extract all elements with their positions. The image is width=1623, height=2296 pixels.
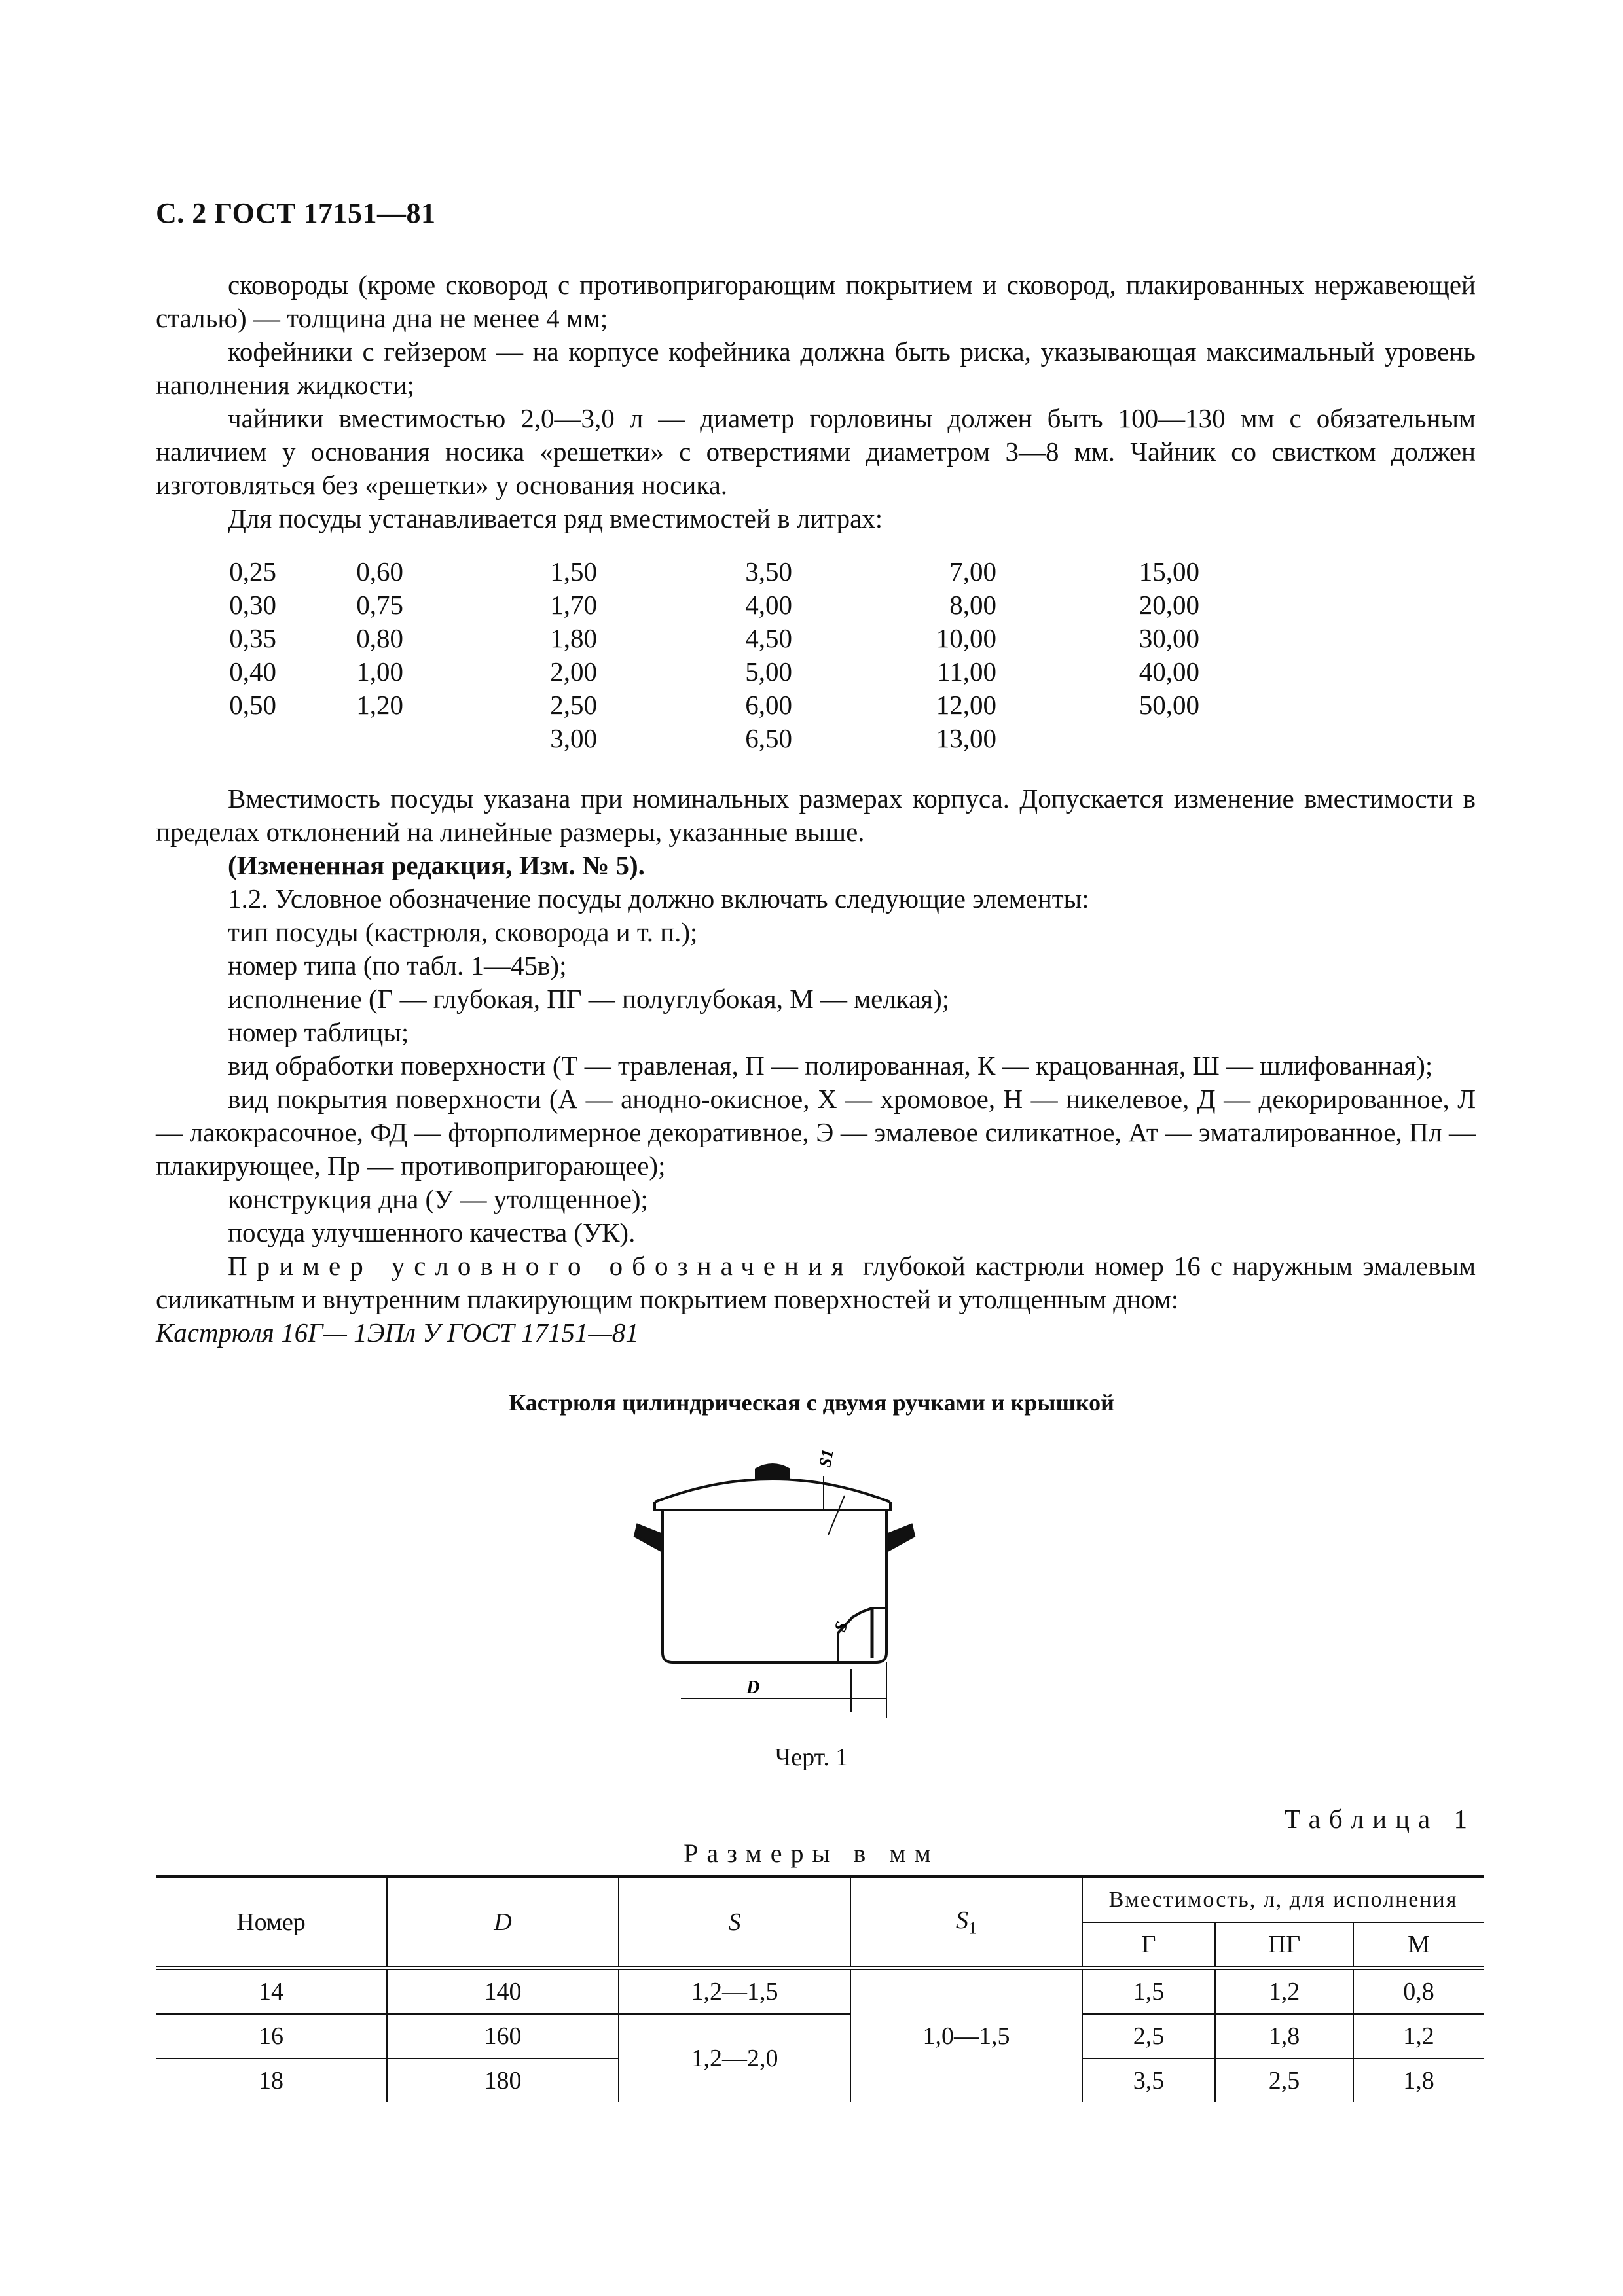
- amendment-note: (Измененная редакция, Изм. № 5).: [228, 850, 645, 880]
- clause: 1.2. Условное обозначение посуды должно включать следующие элементы:: [228, 884, 1089, 914]
- cell-m: 0,8: [1353, 1968, 1484, 2014]
- figure-caption: Черт. 1: [775, 1744, 848, 1771]
- cell-g: 1,5: [1082, 1968, 1215, 2014]
- capacity-value: [172, 722, 276, 755]
- capacity-value: 10,00: [936, 623, 996, 653]
- cell-m: 1,2: [1353, 2014, 1484, 2058]
- capacity-column: [299, 555, 403, 755]
- cell-d: 140: [387, 1968, 619, 2014]
- pot-drawing: [615, 1437, 930, 1728]
- header-s: S: [619, 1877, 850, 1969]
- list-item: номер таблицы;: [228, 1017, 409, 1047]
- capacity-value: 0,30: [229, 590, 276, 620]
- capacity-value: 6,50: [745, 723, 792, 753]
- capacity-value: 3,50: [745, 556, 792, 586]
- page-header: С. 2 ГОСТ 17151—81: [156, 197, 436, 229]
- capacity-value: 0,50: [229, 690, 276, 720]
- capacity-value: 0,40: [229, 656, 276, 687]
- capacity-value: 20,00: [1139, 590, 1199, 620]
- capacity-column: [687, 555, 792, 755]
- header-number: Номер: [156, 1877, 387, 1969]
- example-text: глубокой кастрюли номер 16 с наружным эмалевым силикатным и внутренним плакирующим покрытием поверхностей и утолщенным дном:: [156, 1251, 1476, 1314]
- header-s1-main: S: [956, 1907, 968, 1935]
- capacity-value: 12,00: [936, 690, 996, 720]
- cell-pg: 1,2: [1215, 1968, 1353, 2014]
- capacity-value: [299, 722, 403, 755]
- cell-number: 14: [156, 1968, 387, 2014]
- example-designation: Кастрюля 16Г— 1ЭПл У ГОСТ 17151—81: [156, 1318, 639, 1348]
- cell-s1: 1,0—1,5: [850, 1968, 1082, 2102]
- capacity-value: 30,00: [1139, 623, 1199, 653]
- list-item: вид обработки поверхности (Т — травленая, П — полированная, К — крацованная, Ш — шлифованная);: [228, 1050, 1433, 1081]
- header-d: D: [387, 1877, 619, 1969]
- cell-d: 160: [387, 2014, 619, 2058]
- cell-d: 180: [387, 2058, 619, 2102]
- example-paragraph: [156, 1249, 1476, 1316]
- capacity-value: 1,20: [356, 690, 403, 720]
- capacity-value: 0,80: [356, 623, 403, 653]
- example-label: Пример условного обозначения: [228, 1251, 853, 1281]
- figure-label-s1: S1: [815, 1447, 837, 1469]
- list-item: посуда улучшенного качества (УК).: [228, 1217, 636, 1247]
- capacity-value: 1,80: [550, 623, 597, 653]
- table-row: [156, 1968, 1484, 2014]
- capacity-column: [172, 555, 276, 755]
- capacity-column: [1095, 555, 1199, 755]
- cell-s: 1,2—1,5: [619, 1968, 850, 2014]
- capacity-value: 3,00: [550, 723, 597, 753]
- capacity-value: 2,50: [550, 690, 597, 720]
- designation-section: [156, 782, 1476, 1350]
- cell-s: 1,2—2,0: [619, 2014, 850, 2102]
- body-text: [156, 268, 1476, 535]
- dimensions-table: [156, 1875, 1484, 2102]
- capacity-value: 6,00: [745, 690, 792, 720]
- capacity-value: 40,00: [1139, 656, 1199, 687]
- capacity-value: 5,00: [745, 656, 792, 687]
- capacity-value: 4,00: [745, 590, 792, 620]
- capacity-value: 0,60: [356, 556, 403, 586]
- table-label: Таблица 1: [1284, 1804, 1476, 1834]
- paragraph: чайники вместимостью 2,0—3,0 л — диаметр горловины должен быть 100—130 мм с обязательным наличием у основания носика «решетки» с отверстиями диаметром 3—8 мм. Чайник со свистком должен изготовляться без «решетки» у основания носика.: [156, 403, 1476, 500]
- header-pg: ПГ: [1215, 1922, 1353, 1968]
- pot-drawing-svg: [615, 1437, 930, 1728]
- list-item: исполнение (Г — глубокая, ПГ — полуглубокая, М — мелкая);: [228, 984, 950, 1014]
- header-m: М: [1353, 1922, 1484, 1968]
- header-s1: [850, 1877, 1082, 1969]
- capacity-value: 50,00: [1139, 690, 1199, 720]
- cell-number: 18: [259, 2067, 283, 2094]
- list-item: тип посуды (кастрюля, сковорода и т. п.);: [228, 917, 698, 947]
- capacity-value: 11,00: [937, 656, 996, 687]
- capacity-value: 1,70: [550, 590, 597, 620]
- paragraph: сковороды (кроме сковород с противопригорающим покрытием и сковород, плакированных нержавеющей сталью) — толщина дна не менее 4 мм;: [156, 270, 1476, 333]
- header-s1-sub: 1: [968, 1918, 977, 1938]
- capacity-value: 7,00: [949, 556, 996, 586]
- list-item: вид покрытия поверхности (А — анодно-окисное, Х — хромовое, Н — никелевое, Д — декорированное, Л — лакокрасочное, ФД — фторполимерное декоративное, Э — эмалевое силикатное, Ат — эматалированное, Пл — плакирующее, Пр — противопригорающее);: [156, 1084, 1476, 1181]
- cell-number: 16: [156, 2014, 387, 2058]
- capacity-column: [492, 555, 597, 755]
- table-subtitle: Размеры в мм: [684, 1839, 939, 1868]
- capacity-value: [1095, 722, 1199, 755]
- capacity-value: 13,00: [936, 723, 996, 753]
- cell-pg: 2,5: [1215, 2058, 1353, 2102]
- capacity-value: 0,75: [356, 590, 403, 620]
- paragraph: Для посуды устанавливается ряд вместимостей в литрах:: [228, 503, 883, 533]
- capacity-value: 0,35: [229, 623, 276, 653]
- header-g: Г: [1082, 1922, 1215, 1968]
- figure-label-d: D: [746, 1677, 760, 1698]
- cell-pg: 1,8: [1215, 2014, 1353, 2058]
- list-item: номер типа (по табл. 1—45в);: [228, 950, 567, 980]
- capacity-value: 8,00: [949, 590, 996, 620]
- capacity-value: 15,00: [1139, 556, 1199, 586]
- paragraph: кофейники с гейзером — на корпусе кофейника должна быть риска, указывающая максимальный уровень наполнения жидкости;: [156, 336, 1476, 400]
- cell-m: 1,8: [1353, 2058, 1484, 2102]
- capacity-value: 1,00: [356, 656, 403, 687]
- capacity-value: 0,25: [229, 556, 276, 586]
- cell-g: 3,5: [1082, 2058, 1215, 2102]
- header-capacity: Вместимость, л, для исполнения: [1082, 1877, 1484, 1923]
- figure-title: Кастрюля цилиндрическая с двумя ручками и крышкой: [509, 1390, 1114, 1416]
- cell-g: 2,5: [1082, 2014, 1215, 2058]
- capacity-value: 4,50: [745, 623, 792, 653]
- capacity-value: 1,50: [550, 556, 597, 586]
- paragraph: Вместимость посуды указана при номинальных размерах корпуса. Допускается изменение вместимости в пределах отклонений на линейные размеры, указанные выше.: [156, 783, 1476, 847]
- capacity-value: 2,00: [550, 656, 597, 687]
- list-item: конструкция дна (У — утолщенное);: [228, 1184, 648, 1214]
- capacity-column: [892, 555, 996, 755]
- figure-label-s: S: [830, 1619, 852, 1635]
- table-row: [156, 2014, 1484, 2058]
